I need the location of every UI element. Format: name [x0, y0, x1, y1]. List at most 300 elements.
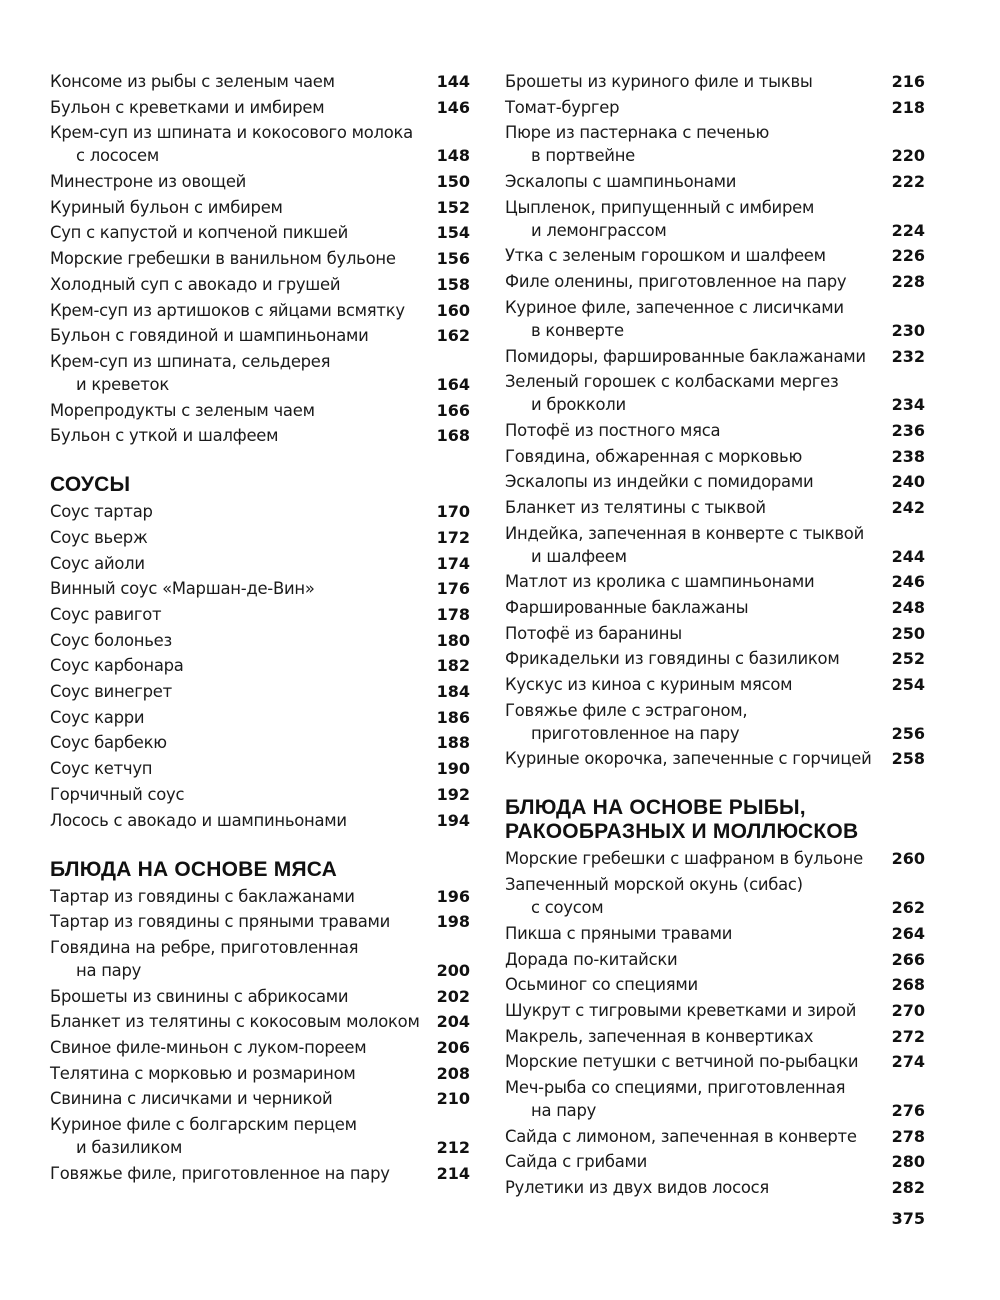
entry-title [50, 196, 470, 219]
entry-title-line: Тартар из говядины с баклажанами [50, 886, 355, 906]
toc-entry[interactable] [505, 873, 925, 919]
entry-title-line: Бульон с уткой и шалфеем [50, 426, 279, 446]
entry-page-number: 186 [436, 707, 470, 727]
toc-entry[interactable] [50, 1036, 470, 1059]
section-heading: СОУСЫ [50, 473, 131, 497]
toc-entry[interactable] [505, 522, 925, 568]
toc-entry[interactable] [50, 324, 470, 347]
entry-page-number: 208 [436, 1063, 470, 1083]
entry-title [505, 570, 925, 593]
entry-page-number: 250 [891, 623, 925, 643]
toc-entry[interactable] [505, 647, 925, 670]
entry-page-number: 260 [891, 849, 925, 869]
toc-entry[interactable] [505, 596, 925, 619]
entry-title-line: Лосось с авокадо и шампиньонами [50, 810, 347, 830]
entry-page-number: 262 [891, 898, 925, 918]
entry-title [505, 847, 925, 870]
toc-entry[interactable] [505, 1125, 925, 1148]
entry-title [505, 1125, 925, 1148]
entry-title-line: Тартар из говядины с пряными травами [50, 912, 391, 932]
toc-entry[interactable] [505, 419, 925, 442]
entry-title [50, 221, 470, 244]
entry-page-number: 156 [436, 249, 470, 269]
toc-entry[interactable] [50, 170, 470, 193]
toc-entry[interactable] [50, 706, 470, 729]
toc-entry[interactable] [505, 948, 925, 971]
entry-page-number: 220 [891, 146, 925, 166]
toc-entry[interactable] [505, 1050, 925, 1073]
entry-title-line: Куриный бульон с имбирем [50, 197, 283, 217]
toc-entry[interactable] [50, 350, 470, 396]
entry-page-number: 234 [891, 395, 925, 415]
entry-page-number: 154 [436, 223, 470, 243]
entry-title [505, 196, 925, 242]
entry-title-line: Шукрут с тигровыми креветками и зирой [505, 1000, 857, 1020]
section-heading [505, 796, 925, 844]
entry-title-line: Пюре из пастернака с печенью [505, 123, 770, 143]
entry-title [505, 673, 925, 696]
entry-title [505, 370, 925, 416]
entry-page-number: 176 [436, 579, 470, 599]
entry-title-line: Осьминог со специями [505, 975, 698, 995]
entry-title-line: Морские гребешки в ванильном бульоне [50, 249, 396, 269]
toc-entry[interactable] [50, 121, 470, 167]
entry-title-line: Крем-суп из артишоков с яйцами всмятку [50, 300, 405, 320]
entry-title-line: Соус болоньез [50, 630, 172, 650]
entry-page-number: 232 [891, 346, 925, 366]
entry-page-number: 178 [436, 605, 470, 624]
toc-entry[interactable] [505, 370, 925, 416]
entry-page-number: 276 [891, 1100, 925, 1120]
entry-page-number: 244 [891, 546, 925, 566]
entry-page-number: 162 [436, 326, 470, 346]
entry-title-line: Бланкет из телятины с кокосовым молоком [50, 1012, 420, 1032]
entry-title [50, 629, 470, 652]
toc-entry[interactable] [505, 1150, 925, 1173]
entry-title [505, 1076, 925, 1122]
toc-entry[interactable] [505, 496, 925, 519]
entry-title [505, 470, 925, 493]
toc-entry[interactable] [505, 121, 925, 167]
entry-title-continuation: с лососем [76, 146, 159, 166]
entry-page-number: 266 [891, 949, 925, 969]
toc-entry[interactable] [50, 221, 470, 244]
toc-entry[interactable] [50, 680, 470, 703]
entry-page-number: 282 [891, 1178, 925, 1197]
toc-entry[interactable] [505, 345, 925, 368]
entry-page-number: 236 [891, 420, 925, 440]
entry-title [505, 747, 925, 770]
toc-entry[interactable] [505, 747, 925, 770]
entry-title [50, 526, 470, 549]
entry-page-number: 280 [891, 1152, 925, 1172]
entry-title [505, 345, 925, 368]
entry-title [505, 121, 925, 167]
entry-page-number: 248 [891, 598, 925, 617]
entry-page-number: 188 [436, 733, 470, 753]
entry-title [50, 885, 470, 908]
entry-title [50, 1113, 470, 1159]
entry-title-line: Говяжье филе с эстрагоном, [505, 700, 748, 720]
entry-title-line: Винный соус «Маршан-де-Вин» [50, 579, 315, 599]
entry-title [505, 1150, 925, 1173]
entry-title-line: Фрикадельки из говядины с базиликом [505, 649, 840, 669]
toc-entry[interactable] [505, 673, 925, 696]
entry-title [50, 324, 470, 347]
entry-title-continuation: и лемонграссом [531, 220, 667, 240]
toc-entry[interactable] [50, 577, 470, 600]
entry-page-number: 270 [891, 1000, 925, 1020]
toc-entry[interactable] [50, 757, 470, 780]
toc-entry[interactable] [505, 270, 925, 293]
entry-title [50, 603, 470, 626]
entry-title-line: Морепродукты с зеленым чаем [50, 400, 315, 420]
entry-title-line: Соус вьерж [50, 527, 148, 547]
toc-entry[interactable] [50, 273, 470, 296]
entry-title-continuation: в конверте [531, 320, 624, 340]
entry-title-line: Эскалопы с шампиньонами [505, 172, 737, 192]
entry-page-number: 264 [891, 923, 925, 943]
entry-page-number: 196 [436, 886, 470, 906]
toc-entry[interactable] [50, 985, 470, 1008]
toc-entry[interactable] [50, 885, 470, 908]
entry-page-number: 160 [436, 300, 470, 320]
entry-page-number: 148 [436, 146, 470, 166]
entry-title-line: Соус кетчуп [50, 759, 153, 779]
entry-title-line: Соус карри [50, 707, 145, 727]
entry-title [505, 922, 925, 945]
entry-title-line: Бланкет из телятины с тыквой [505, 497, 766, 517]
entry-title-line: Минестроне из овощей [50, 172, 247, 192]
toc-entry[interactable] [505, 445, 925, 468]
entry-title [50, 1036, 470, 1059]
entry-page-number: 216 [891, 72, 925, 91]
entry-title-line: Брошеты из куриного филе и тыквы [505, 72, 813, 91]
entry-title [50, 96, 470, 119]
toc-entry[interactable] [50, 552, 470, 575]
toc-entry[interactable] [505, 1076, 925, 1122]
entry-page-number: 158 [436, 274, 470, 294]
entry-title [505, 96, 925, 119]
entry-title-line: Крем-суп из шпината, сельдерея [50, 351, 331, 371]
entry-page-number: 210 [436, 1089, 470, 1109]
toc-entry[interactable] [505, 699, 925, 745]
toc-entry[interactable] [50, 1087, 470, 1110]
entry-title-line: Филе оленины, приготовленное на пару [505, 272, 847, 292]
entry-title-line: Консоме из рыбы с зеленым чаем [50, 72, 335, 91]
entry-page-number: 256 [891, 723, 925, 743]
entry-page-number: 258 [891, 749, 925, 769]
entry-title-continuation: и креветок [76, 374, 169, 394]
toc-entry[interactable] [50, 783, 470, 806]
toc-entry[interactable] [50, 1162, 470, 1185]
toc-section [50, 473, 470, 831]
toc-entry[interactable] [505, 973, 925, 996]
entry-title [505, 244, 925, 267]
entry-title [50, 706, 470, 729]
entry-title-line: Дорада по-китайски [505, 949, 678, 969]
entry-page-number: 218 [891, 97, 925, 117]
toc-entry[interactable] [50, 1062, 470, 1085]
entry-title [505, 296, 925, 342]
entry-title-line: Свиное филе-миньон с луком-пореем [50, 1037, 367, 1057]
entry-title-line: Соус айоли [50, 553, 145, 573]
toc-entry[interactable] [50, 1113, 470, 1159]
entry-title-continuation: с соусом [531, 898, 604, 918]
toc-section [505, 70, 925, 770]
entry-title [50, 500, 470, 523]
entry-title-continuation: и брокколи [531, 395, 626, 415]
entry-title [505, 1025, 925, 1048]
entry-title-line: Соус барбекю [50, 733, 167, 753]
entry-title-line: Фаршированные баклажаны [505, 598, 749, 617]
entry-page-number: 212 [436, 1138, 470, 1157]
entry-title [50, 170, 470, 193]
entry-title-line: Томат-бургер [505, 97, 620, 117]
entry-page-number: 150 [436, 172, 470, 192]
entry-title [50, 121, 470, 167]
entry-page-number: 268 [891, 975, 925, 995]
entry-page-number: 214 [436, 1163, 470, 1183]
entry-title [505, 647, 925, 670]
entry-title [505, 596, 925, 619]
entry-page-number: 170 [436, 502, 470, 522]
entry-page-number: 198 [436, 912, 470, 932]
toc-entry[interactable] [50, 629, 470, 652]
toc-entry[interactable] [505, 570, 925, 593]
entry-title-line: Соус карбонара [50, 656, 184, 676]
toc-entry[interactable] [505, 622, 925, 645]
entry-title [505, 270, 925, 293]
entry-page-number: 246 [891, 572, 925, 592]
entry-title [505, 419, 925, 442]
toc-entry[interactable] [505, 96, 925, 119]
entry-page-number: 152 [436, 197, 470, 217]
toc-column-left [50, 70, 470, 1211]
entry-title-line: Куриное филе, запеченное с лисичками [505, 297, 844, 317]
toc-section [505, 796, 925, 1199]
entry-title-line: Свинина с лисичками и черникой [50, 1089, 333, 1109]
toc-entry[interactable] [50, 500, 470, 523]
entry-title-line: Потофё из постного мяса [505, 420, 721, 440]
entry-title-line: Помидоры, фаршированные баклажанами [505, 346, 866, 366]
entry-title-line: Индейка, запеченная в конверте с тыквой [505, 523, 864, 543]
toc-entry[interactable] [505, 296, 925, 342]
entry-title-line: Крем-суп из шпината и кокосового молока [50, 123, 413, 143]
entry-title [50, 399, 470, 422]
entry-page-number: 192 [436, 784, 470, 804]
toc-entry[interactable] [505, 999, 925, 1022]
toc-entry[interactable] [505, 922, 925, 945]
entry-title [505, 1050, 925, 1073]
entry-page-number: 184 [436, 682, 470, 702]
entry-title [50, 247, 470, 270]
entry-title-line: Соус винегрет [50, 682, 172, 702]
entry-title-line: Рулетики из двух видов лосося [505, 1178, 769, 1197]
entry-title-line: Утка с зеленым горошком и шалфеем [505, 246, 826, 266]
entry-page-number: 252 [891, 649, 925, 669]
entry-title-line: Матлот из кролика с шампиньонами [505, 572, 815, 592]
entry-title [50, 1010, 470, 1033]
toc-entry[interactable] [50, 654, 470, 677]
toc-entry[interactable] [505, 1176, 925, 1199]
entry-title [505, 973, 925, 996]
entry-title-line: Куриное филе с болгарским перцем [50, 1115, 357, 1134]
entry-title-continuation: приготовленное на пару [531, 723, 740, 743]
entry-page-number: 182 [436, 656, 470, 676]
entry-title [50, 757, 470, 780]
entry-page-number: 194 [436, 810, 470, 830]
entry-title [505, 999, 925, 1022]
toc-section [50, 70, 470, 447]
entry-page-number: 230 [891, 320, 925, 340]
entry-title [50, 783, 470, 806]
entry-title [50, 936, 470, 982]
entry-title-continuation: и шалфеем [531, 546, 627, 566]
entry-title [50, 273, 470, 296]
entry-page-number: 168 [436, 426, 470, 446]
entry-title-line: Кускус из киноа с куриным мясом [505, 675, 793, 695]
entry-title-line: Морские петушки с ветчиной по-рыбацки [505, 1052, 859, 1072]
entry-page-number: 222 [891, 172, 925, 192]
entry-title [505, 622, 925, 645]
entry-title [50, 809, 470, 832]
toc-entry[interactable] [505, 170, 925, 193]
entry-title [50, 299, 470, 322]
entry-page-number: 204 [436, 1012, 470, 1032]
entry-title-line: Морские гребешки с шафраном в бульоне [505, 849, 863, 869]
entry-page-number: 164 [436, 374, 470, 394]
entry-title-line: Макрель, запеченная в конвертиках [505, 1026, 814, 1046]
entry-title-continuation: в портвейне [531, 146, 636, 166]
toc-entry[interactable] [505, 196, 925, 242]
entry-title-line: Холодный суп с авокадо и грушей [50, 274, 341, 294]
entry-page-number: 272 [891, 1026, 925, 1046]
entry-title [50, 985, 470, 1008]
entry-page-number: 274 [891, 1052, 925, 1072]
section-heading-line: БЛЮДА НА ОСНОВЕ РЫБЫ, [505, 796, 806, 820]
entry-title-line: Эскалопы из индейки с помидорами [505, 472, 814, 492]
entry-title [505, 445, 925, 468]
toc-entry[interactable] [505, 70, 925, 93]
toc-column-right [505, 70, 925, 1225]
entry-title [50, 552, 470, 575]
entry-title [505, 170, 925, 193]
entry-page-number: 224 [891, 220, 925, 240]
toc-entry[interactable] [50, 936, 470, 982]
entry-title [50, 910, 470, 933]
entry-page-number: 240 [891, 472, 925, 492]
entry-page-number: 174 [436, 553, 470, 573]
entry-page-number: 166 [436, 400, 470, 420]
toc-entry[interactable] [50, 603, 470, 626]
toc-entry[interactable] [50, 731, 470, 754]
entry-title-line: Цыпленок, припущенный с имбирем [505, 197, 815, 217]
entry-title [50, 1062, 470, 1085]
toc-entry[interactable] [505, 847, 925, 870]
entry-title-line: Куриные окорочка, запеченные с горчицей [505, 749, 872, 769]
entry-page-number: 146 [436, 97, 470, 117]
entry-title [505, 70, 925, 93]
entry-title-line: Бульон с говядиной и шампиньонами [50, 326, 369, 346]
toc-entry[interactable] [50, 299, 470, 322]
toc-entry[interactable] [50, 96, 470, 119]
toc-entry[interactable] [50, 1010, 470, 1033]
entry-title-line: Телятина с морковью и розмарином [50, 1063, 356, 1083]
toc-entry[interactable] [50, 399, 470, 422]
toc-entry[interactable] [505, 470, 925, 493]
toc-entry[interactable] [50, 247, 470, 270]
entry-title-line: Потофё из баранины [505, 623, 682, 643]
page-number: 375 [891, 1209, 925, 1228]
entry-title [505, 948, 925, 971]
section-heading: БЛЮДА НА ОСНОВЕ МЯСА [50, 857, 337, 881]
entry-page-number: 226 [891, 246, 925, 266]
entry-title-line: Соус равигот [50, 605, 162, 624]
entry-title-line: Горчичный соус [50, 784, 185, 804]
toc-entry[interactable] [50, 526, 470, 549]
entry-title [50, 70, 470, 93]
toc-section [50, 858, 470, 1185]
entry-page-number: 254 [891, 675, 925, 695]
entry-title [50, 577, 470, 600]
entry-title-line: Говяжье филе, приготовленное на пару [50, 1163, 390, 1183]
entry-title [505, 873, 925, 919]
entry-title-line: Бульон с креветками и имбирем [50, 97, 325, 117]
entry-title [50, 654, 470, 677]
entry-title [50, 731, 470, 754]
entry-title [50, 1087, 470, 1110]
entry-title-line: Меч-рыба со специями, приготовленная [505, 1077, 846, 1097]
entry-page-number: 238 [891, 446, 925, 466]
entry-title [505, 699, 925, 745]
toc-entry[interactable] [50, 910, 470, 933]
entry-title-line: Суп с капустой и копченой пикшей [50, 223, 348, 243]
entry-page-number: 242 [891, 497, 925, 517]
entry-title-line: Говядина, обжаренная с морковью [505, 446, 803, 466]
entry-title [505, 496, 925, 519]
entry-title [505, 1176, 925, 1199]
entry-page-number: 172 [436, 527, 470, 547]
entry-title [50, 350, 470, 396]
entry-title-line: Соус тартар [50, 502, 153, 522]
toc-entry[interactable] [50, 196, 470, 219]
toc-entry[interactable] [505, 244, 925, 267]
entry-title-line: Сайда с грибами [505, 1152, 648, 1172]
entry-title-line: Запеченный морской окунь (сибас) [505, 875, 803, 895]
entry-page-number: 278 [891, 1126, 925, 1146]
entry-title-line: Зеленый горошек с колбасками мергез [505, 372, 839, 392]
entry-page-number: 200 [436, 960, 470, 980]
toc-entry[interactable] [50, 809, 470, 832]
entry-title-line: Пикша с пряными травами [505, 923, 733, 943]
entry-title-continuation: на пару [76, 960, 142, 980]
entry-title-continuation: на пару [531, 1100, 597, 1120]
entry-page-number: 228 [891, 272, 925, 292]
toc-entry[interactable] [50, 70, 470, 93]
entry-page-number: 190 [436, 759, 470, 779]
entry-title-continuation: и базиликом [76, 1138, 183, 1157]
entry-title [50, 1162, 470, 1185]
entry-title-line: Брошеты из свинины с абрикосами [50, 986, 349, 1006]
toc-entry[interactable] [50, 424, 470, 447]
entry-title-line: Сайда с лимоном, запеченная в конверте [505, 1126, 857, 1146]
entry-title [50, 680, 470, 703]
toc-entry[interactable] [505, 1025, 925, 1048]
entry-page-number: 144 [436, 72, 470, 91]
entry-page-number: 180 [436, 630, 470, 650]
entry-page-number: 202 [436, 986, 470, 1006]
